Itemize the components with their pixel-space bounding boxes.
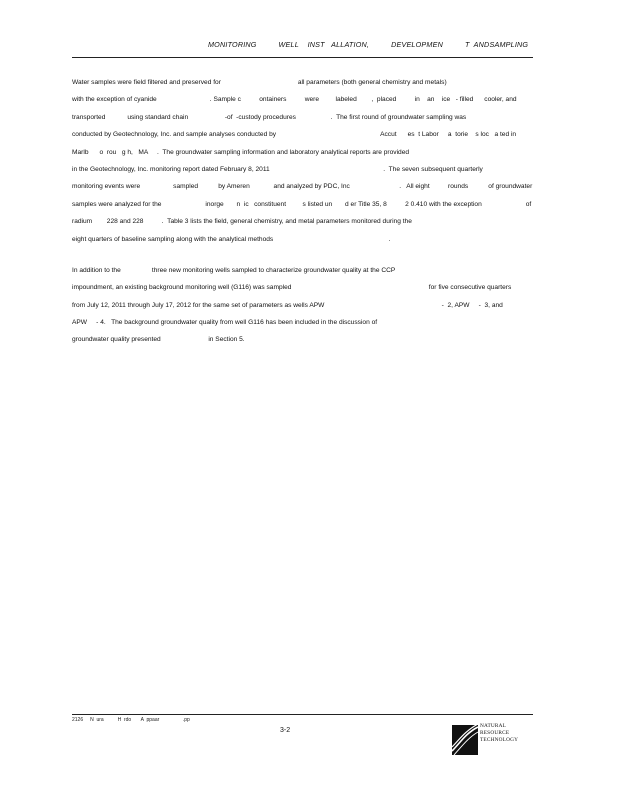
text-line: samples were analyzed for the inorge n ic constituent s listed un d er Title 35, 8 2 0.410 with the exception of [72, 200, 532, 208]
text-line: monitoring events were sampled by Ameren and analyzed by PDC, Inc . All eight rounds of groundwater [72, 183, 533, 191]
text-line: transported using standard chain -of -custody procedures . The first round of groundwater sampling was [72, 113, 467, 121]
logo-swoosh-icon [450, 721, 480, 757]
header-rule [72, 57, 533, 58]
company-logo [450, 721, 530, 757]
text-line: from July 12, 2011 through July 17, 2012 for the same set of parameters as wells APW - 2, APW - 3, and [72, 301, 503, 309]
logo-wordmark [480, 723, 518, 744]
page-number: 3-2 [280, 727, 291, 734]
text-line: In addition to the three new monitoring wells sampled to characterize groundwater quality at the CCP [72, 266, 396, 274]
logo-line: RESOURCE [480, 730, 510, 736]
text-line: eight quarters of baseline sampling along with the analytical methods . [72, 235, 391, 243]
text-line: APW - 4. The background groundwater quality from well G116 has been included in the discussion of [72, 319, 378, 327]
text-line: Water samples were field filtered and preserved for all parameters (both general chemistry and metals) [72, 79, 447, 86]
paragraph-gap [72, 248, 542, 262]
paragraph-2 [72, 262, 542, 349]
running-header: MONITORING WELL INST ALLATION, DEVELOPMEN T ANDSAMPLING [208, 40, 529, 49]
paragraph-1 [72, 74, 542, 248]
body-text [72, 74, 542, 349]
footer-rule [72, 714, 533, 715]
text-line: impoundment, an existing background monitoring well (G116) was sampled for five consecutive quarters [72, 284, 512, 292]
text-line: groundwater quality presented in Section 5. [72, 336, 245, 344]
logo-line: TECHNOLOGY [480, 737, 519, 743]
text-line: with the exception of cyanide . Sample c ontainers were labeled , placed in an ice - filled cooler, and [72, 96, 517, 104]
text-line: radium 228 and 228 . Table 3 lists the field, general chemistry, and metal parameters monitored during the [72, 218, 412, 226]
text-line: conducted by Geotechnology, Inc. and sample analyses conducted by Accut es t Labor a torie s loc a ted in [72, 131, 517, 139]
footer-file-reference: 2126 N ura H rdo A ppaar .pp [72, 717, 190, 723]
logo-line: NATURAL [480, 723, 507, 729]
text-line: Marlb o rou g h, MA . The groundwater sampling information and laboratory analytical reports are provided [72, 148, 410, 156]
text-line: in the Geotechnology, Inc. monitoring report dated February 8, 2011 . The seven subsequent quarterly [72, 165, 483, 173]
